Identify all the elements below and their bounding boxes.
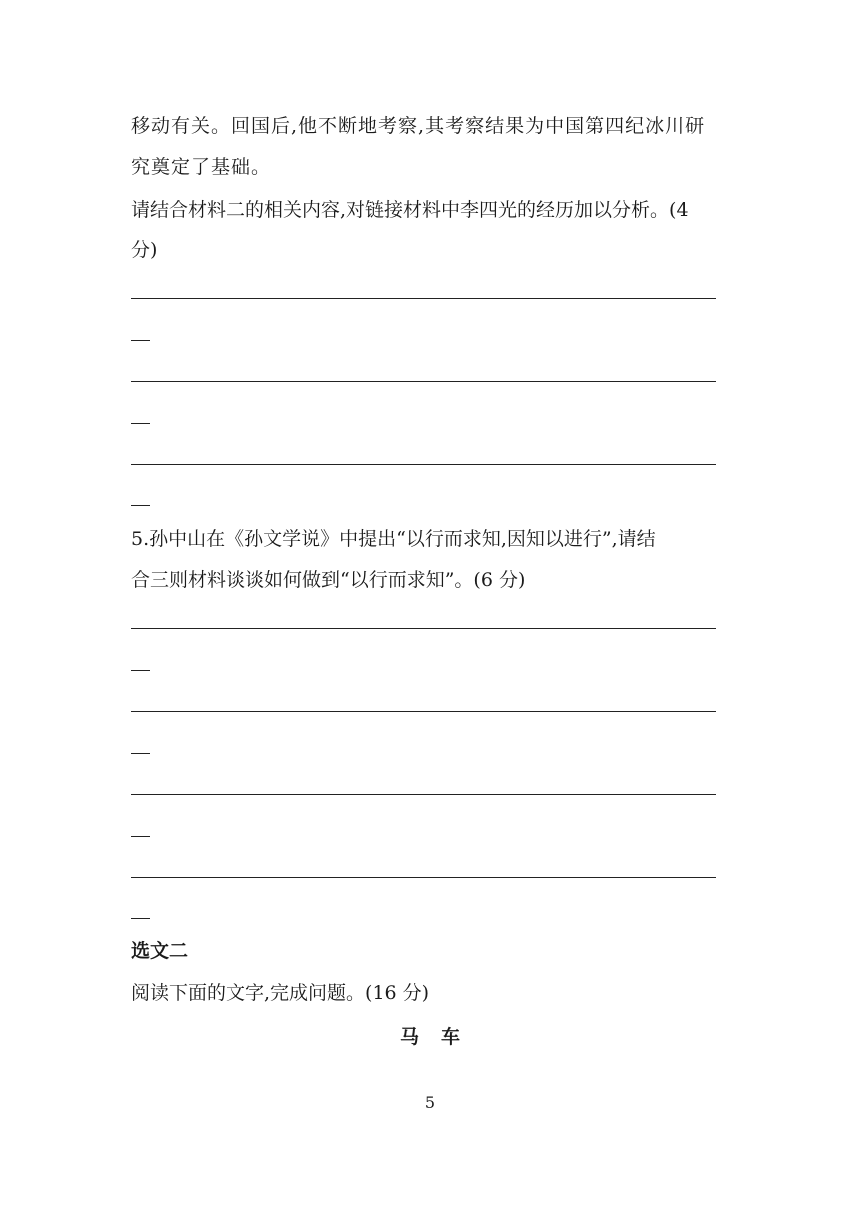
question-5-text: 5.孙中山在《孙文学说》中提出“以行而求知,因知以进行”,请结 xyxy=(131,528,656,550)
answer-line xyxy=(131,711,716,712)
question-4-text: 请结合材料二的相关内容,对链接材料中李四光的经历加以分析。(4 xyxy=(131,199,689,221)
answer-line-stub xyxy=(131,505,150,506)
story-title: 马车 xyxy=(399,1026,482,1048)
question-5-text-continued: 合三则材料谈谈如何做到“以行而求知”。(6 分) xyxy=(131,569,526,591)
answer-line-stub xyxy=(131,918,150,919)
answer-line xyxy=(131,628,716,629)
question-4-text-continued: 分) xyxy=(131,239,158,261)
answer-line-stub xyxy=(131,340,150,341)
answer-line xyxy=(131,794,716,795)
reading-instruction: 阅读下面的文字,完成问题。(16 分) xyxy=(131,982,430,1004)
answer-line-stub xyxy=(131,423,150,424)
answer-line xyxy=(131,381,716,382)
section-heading: 选文二 xyxy=(131,940,189,962)
material-text-line: 移动有关。回国后,他不断地考察,其考察结果为中国第四纪冰川研 xyxy=(131,115,706,137)
answer-line-stub xyxy=(131,753,150,754)
page-number: 5 xyxy=(424,1093,436,1112)
answer-line xyxy=(131,464,716,465)
material-text-line: 究奠定了基础。 xyxy=(131,156,272,178)
answer-line xyxy=(131,877,716,878)
answer-line-stub xyxy=(131,836,150,837)
answer-line-stub xyxy=(131,670,150,671)
answer-line xyxy=(131,298,716,299)
